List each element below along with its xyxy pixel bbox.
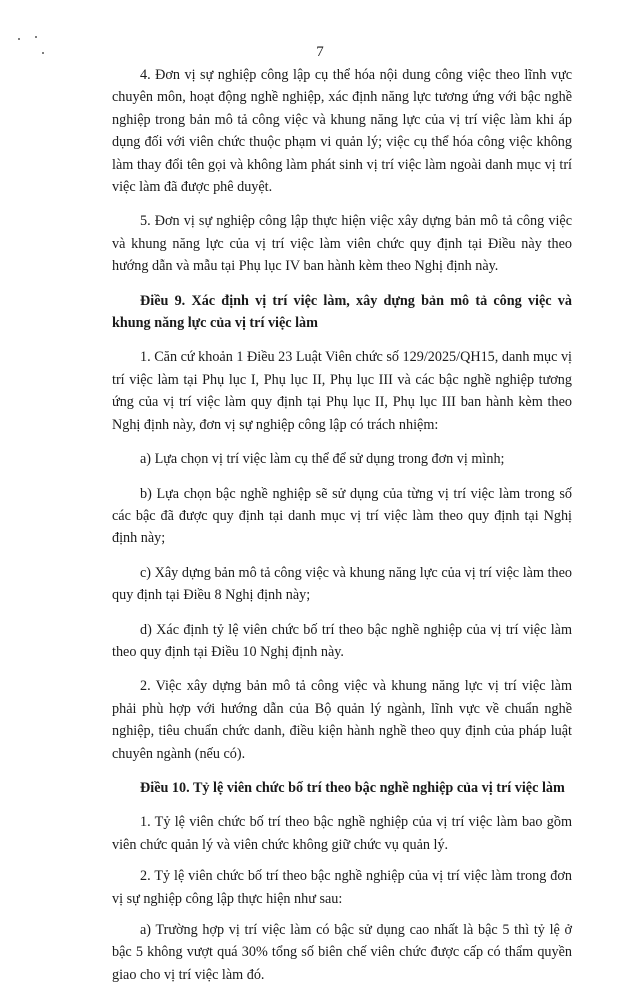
- scan-speck: [18, 38, 20, 40]
- page-number: 7: [316, 44, 324, 60]
- article-9-heading: Điều 9. Xác định vị trí việc làm, xây dựng bản mô tả công việc và khung năng lực của vị trí việc làm: [112, 292, 572, 332]
- paragraph-4: 4. Đơn vị sự nghiệp công lập cụ thể hóa nội dung công việc theo lĩnh vực chuyên môn, hoạt động nghề nghiệp, xác định năng lực tương ứng với bậc nghề nghiệp trong bản mô tả công việc và khung năng lực của vị trí việc làm khi áp dụng đối với viên chức thuộc phạm vi quản lý; việc cụ thể hóa công việc không làm thay đổi tên gọi và không làm phát sinh vị trí việc làm ngoài danh mục vị trí việc làm đã được phê duyệt.: [112, 67, 572, 196]
- paragraph-5: 5. Đơn vị sự nghiệp công lập thực hiện việc xây dựng bản mô tả công việc và khung năng lực của vị trí việc làm viên chức quy định tại Điều này theo hướng dẫn và mẫu tại Phụ lục IV ban hành kèm theo Nghị định này.: [112, 213, 572, 275]
- article-10-heading: Điều 10. Tỷ lệ viên chức bố trí theo bậc nghề nghiệp của vị trí việc làm: [140, 779, 565, 796]
- article-9-clause-1: 1. Căn cứ khoản 1 Điều 23 Luật Viên chức số 129/2025/QH15, danh mục vị trí việc làm tại Phụ lục I, Phụ lục II, Phụ lục III và các bậc nghề nghiệp tương ứng của vị trí việc làm quy định tại Phụ lục II, Phụ lục III ban hành kèm theo Nghị định này, đơn vị sự nghiệp công lập có trách nhiệm:: [112, 349, 572, 433]
- article-9-point-b: b) Lựa chọn bậc nghề nghiệp sẽ sử dụng của từng vị trí việc làm trong số các bậc đã được quy định tại danh mục vị trí việc làm theo quy định tại Nghị định này;: [112, 485, 572, 547]
- article-10-point-a: a) Trường hợp vị trí việc làm có bậc sử dụng cao nhất là bậc 5 thì tỷ lệ ở bậc 5 không vượt quá 30% tổng số biên chế viên chức được cấp có thẩm quyền giao cho vị trí việc làm đó.: [112, 922, 572, 983]
- article-9-point-a: a) Lựa chọn vị trí việc làm cụ thể để sử dụng trong đơn vị mình;: [140, 451, 505, 468]
- scan-speck: [35, 36, 37, 38]
- article-9-point-d: d) Xác định tỷ lệ viên chức bố trí theo bậc nghề nghiệp của vị trí việc làm theo quy định tại Điều 10 Nghị định này.: [112, 621, 572, 660]
- article-9-clause-2: 2. Việc xây dựng bản mô tả công việc và khung năng lực vị trí việc làm phải phù hợp với hướng dẫn của Bộ quản lý ngành, lĩnh vực về chuẩn nghề nghiệp, tiêu chuẩn chức danh, điều kiện hành nghề theo quy định của pháp luật chuyên ngành (nếu có).: [112, 678, 572, 762]
- document-body: [112, 64, 572, 998]
- article-9-point-c: c) Xây dựng bản mô tả công việc và khung năng lực của vị trí việc làm theo quy định tại Điều 8 Nghị định này;: [112, 564, 572, 604]
- article-10-clause-2: 2. Tỷ lệ viên chức bố trí theo bậc nghề nghiệp của vị trí việc làm trong đơn vị sự nghiệp công lập thực hiện như sau:: [112, 868, 572, 907]
- article-10-clause-1: 1. Tỷ lệ viên chức bố trí theo bậc nghề nghiệp của vị trí việc làm bao gồm viên chức quản lý và viên chức không giữ chức vụ quản lý.: [112, 814, 572, 853]
